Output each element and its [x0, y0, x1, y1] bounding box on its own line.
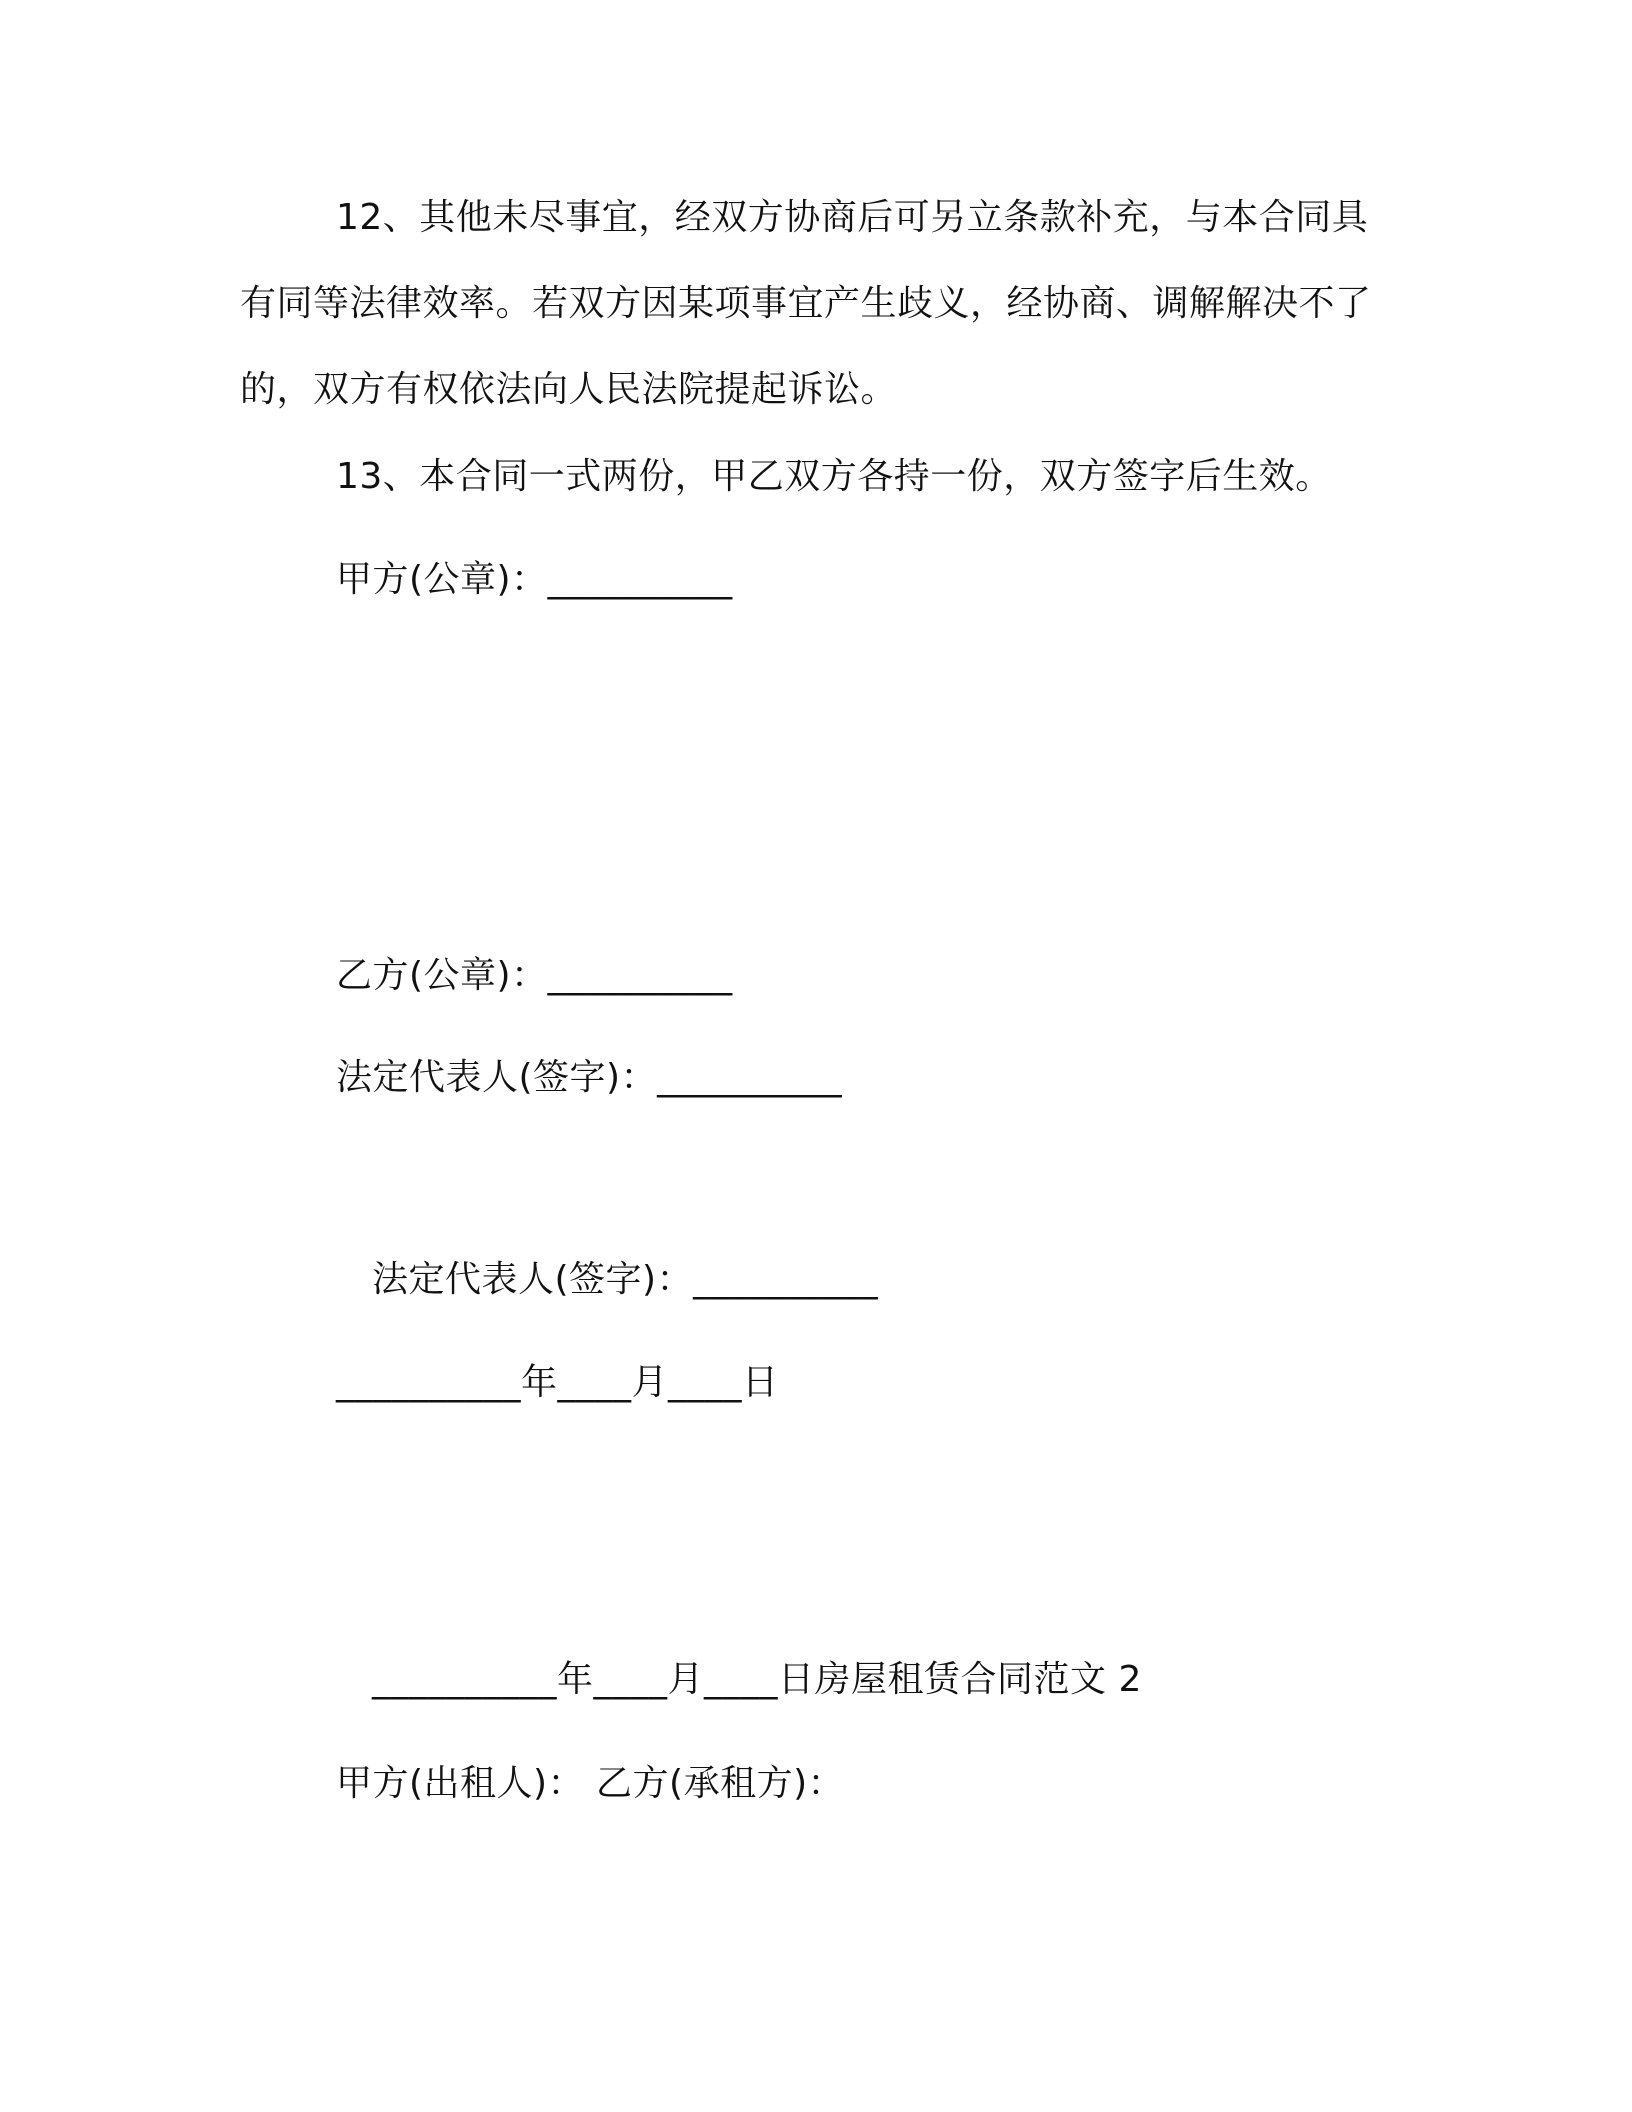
parties-line: 甲方(出租人)： 乙方(承租方)： — [336, 1763, 845, 1804]
clause-12-paragraph: 12、其他未尽事宜，经双方协商后可另立条款补充，与本合同具有同等法律效率。若双方因某项事宜产生歧义，经协商、调解解决不了的，双方有权依法向人民法院提起诉讼。 — [240, 197, 1372, 410]
date-line: __________年____月____日 — [336, 1362, 779, 1403]
party-a-seal-line: 甲方(公章)：__________ — [336, 559, 733, 600]
legal-representative-signature-line: 法定代表人(签字)：__________ — [336, 1057, 843, 1098]
clause-13-paragraph: 13、本合同一式两份，甲乙双方各持一份，双方签字后生效。 — [336, 456, 1332, 497]
legal-representative-signature-line-2: 法定代表人(签字)：__________ — [372, 1259, 879, 1300]
party-b-seal-line: 乙方(公章)：__________ — [336, 955, 733, 996]
contract-title-date-line: __________年____月____日房屋租赁合同范文 2 — [372, 1659, 1142, 1700]
